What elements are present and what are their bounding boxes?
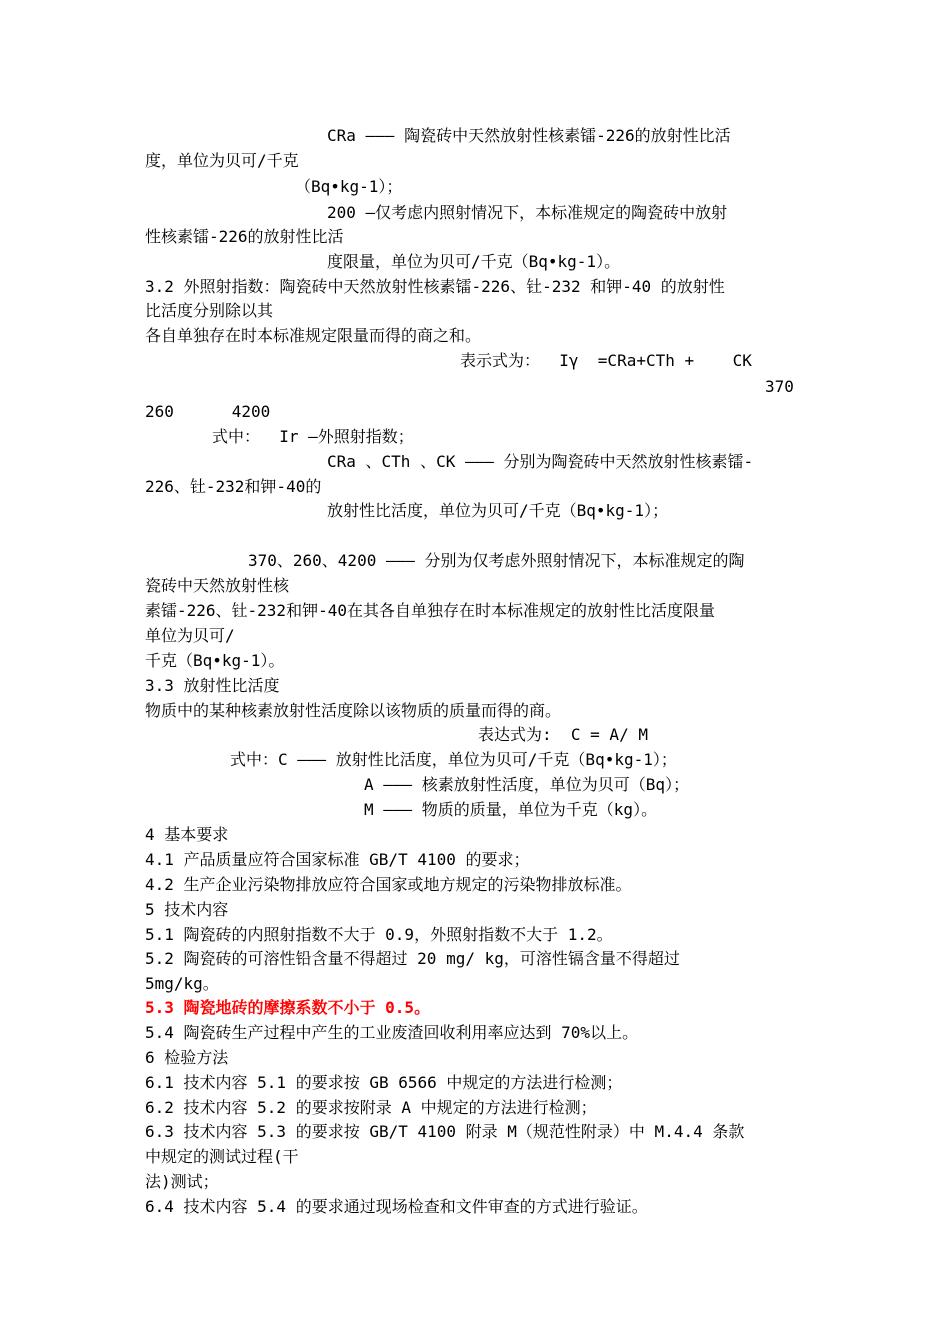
text-line: 中规定的测试过程(干 (145, 1147, 299, 1166)
text-line: 度限量，单位为贝可/千克（Bq•kg-1）。 (327, 252, 621, 271)
text-line: M ——— 物质的质量，单位为千克（kg）。 (364, 800, 658, 819)
section-heading: 6 检验方法 (145, 1048, 229, 1067)
text-line: 式中：C ——— 放射性比活度，单位为贝可/千克（Bq•kg-1）； (230, 750, 677, 769)
text-line: CRa 、CTh 、CK ——— 分别为陶瓷砖中天然放射性核素镭- (327, 452, 754, 471)
formula-denominator: 260 4200 (145, 402, 271, 421)
section-heading: 5 技术内容 (145, 900, 229, 919)
text-line: 3.2 外照射指数：陶瓷砖中天然放射性核素镭-226、钍-232 和钾-40 的放射性 (145, 277, 725, 296)
text-line: 200 —仅考虑内照射情况下，本标准规定的陶瓷砖中放射 (327, 203, 728, 222)
text-line: 6.1 技术内容 5.1 的要求按 GB 6566 中规定的方法进行检测； (145, 1073, 623, 1092)
text-line: 瓷砖中天然放射性核 (145, 576, 290, 595)
formula-denominator: 370 (765, 377, 794, 396)
text-line: 226、钍-232和钾-40的 (145, 477, 322, 496)
section-heading: 4 基本要求 (145, 825, 229, 844)
text-line: 比活度分别除以其 (145, 301, 274, 320)
text-line: 4.2 生产企业污染物排放应符合国家或地方规定的污染物排放标准。 (145, 875, 632, 894)
text-line: 式中： Ir —外照射指数； (212, 427, 414, 446)
text-line: 5.1 陶瓷砖的内照射指数不大于 0.9，外照射指数不大于 1.2。 (145, 925, 613, 944)
text-line: 各自单独存在时本标准规定限量而得的商之和。 (145, 326, 482, 345)
text-line: （Bq•kg-1）； (295, 177, 403, 196)
text-line: A ——— 核素放射性活度，单位为贝可（Bq）； (364, 775, 690, 794)
text-line: 性核素镭-226的放射性比活 (145, 227, 344, 246)
text-line: 5.2 陶瓷砖的可溶性铅含量不得超过 20 mg/ kg，可溶性镉含量不得超过 (145, 949, 680, 968)
text-line: 5.4 陶瓷砖生产过程中产生的工业废渣回收利用率应达到 70%以上。 (145, 1023, 639, 1042)
formula-line: 表示式为： Iγ =CRa+CTh + CK (460, 351, 752, 370)
text-line: 370、260、4200 ——— 分别为仅考虑外照射情况下，本标准规定的陶 (248, 551, 745, 570)
text-line: 6.4 技术内容 5.4 的要求通过现场检查和文件审查的方式进行验证。 (145, 1197, 648, 1216)
text-line: 千克（Bq•kg-1）。 (145, 651, 285, 670)
text-line: 物质中的某种核素放射性活度除以该物质的质量而得的商。 (145, 701, 562, 720)
text-line: 放射性比活度，单位为贝可/千克（Bq•kg-1）； (327, 501, 669, 520)
text-line: 素镭-226、钍-232和钾-40在其各自单独存在时本标准规定的放射性比活度限量 (145, 601, 715, 620)
text-line: CRa ——— 陶瓷砖中天然放射性核素镭-226的放射性比活 (327, 126, 731, 145)
text-line: 单位为贝可/ (145, 626, 235, 645)
text-line: 4.1 产品质量应符合国家标准 GB/T 4100 的要求； (145, 850, 530, 869)
section-heading: 3.3 放射性比活度 (145, 676, 280, 695)
text-line: 法)测试； (145, 1172, 219, 1191)
text-line: 6.2 技术内容 5.2 的要求按附录 A 中规定的方法进行检测； (145, 1098, 597, 1117)
formula-line: 表达式为: C = A/ M (478, 725, 648, 744)
text-line: 6.3 技术内容 5.3 的要求按 GB/T 4100 附录 M（规范性附录）中 M.4.4 条款 (145, 1122, 745, 1141)
text-line: 5mg/kg。 (145, 974, 219, 993)
text-line: 度，单位为贝可/千克 (145, 151, 299, 170)
highlighted-requirement: 5.3 陶瓷地砖的摩擦系数不小于 0.5。 (145, 998, 431, 1017)
